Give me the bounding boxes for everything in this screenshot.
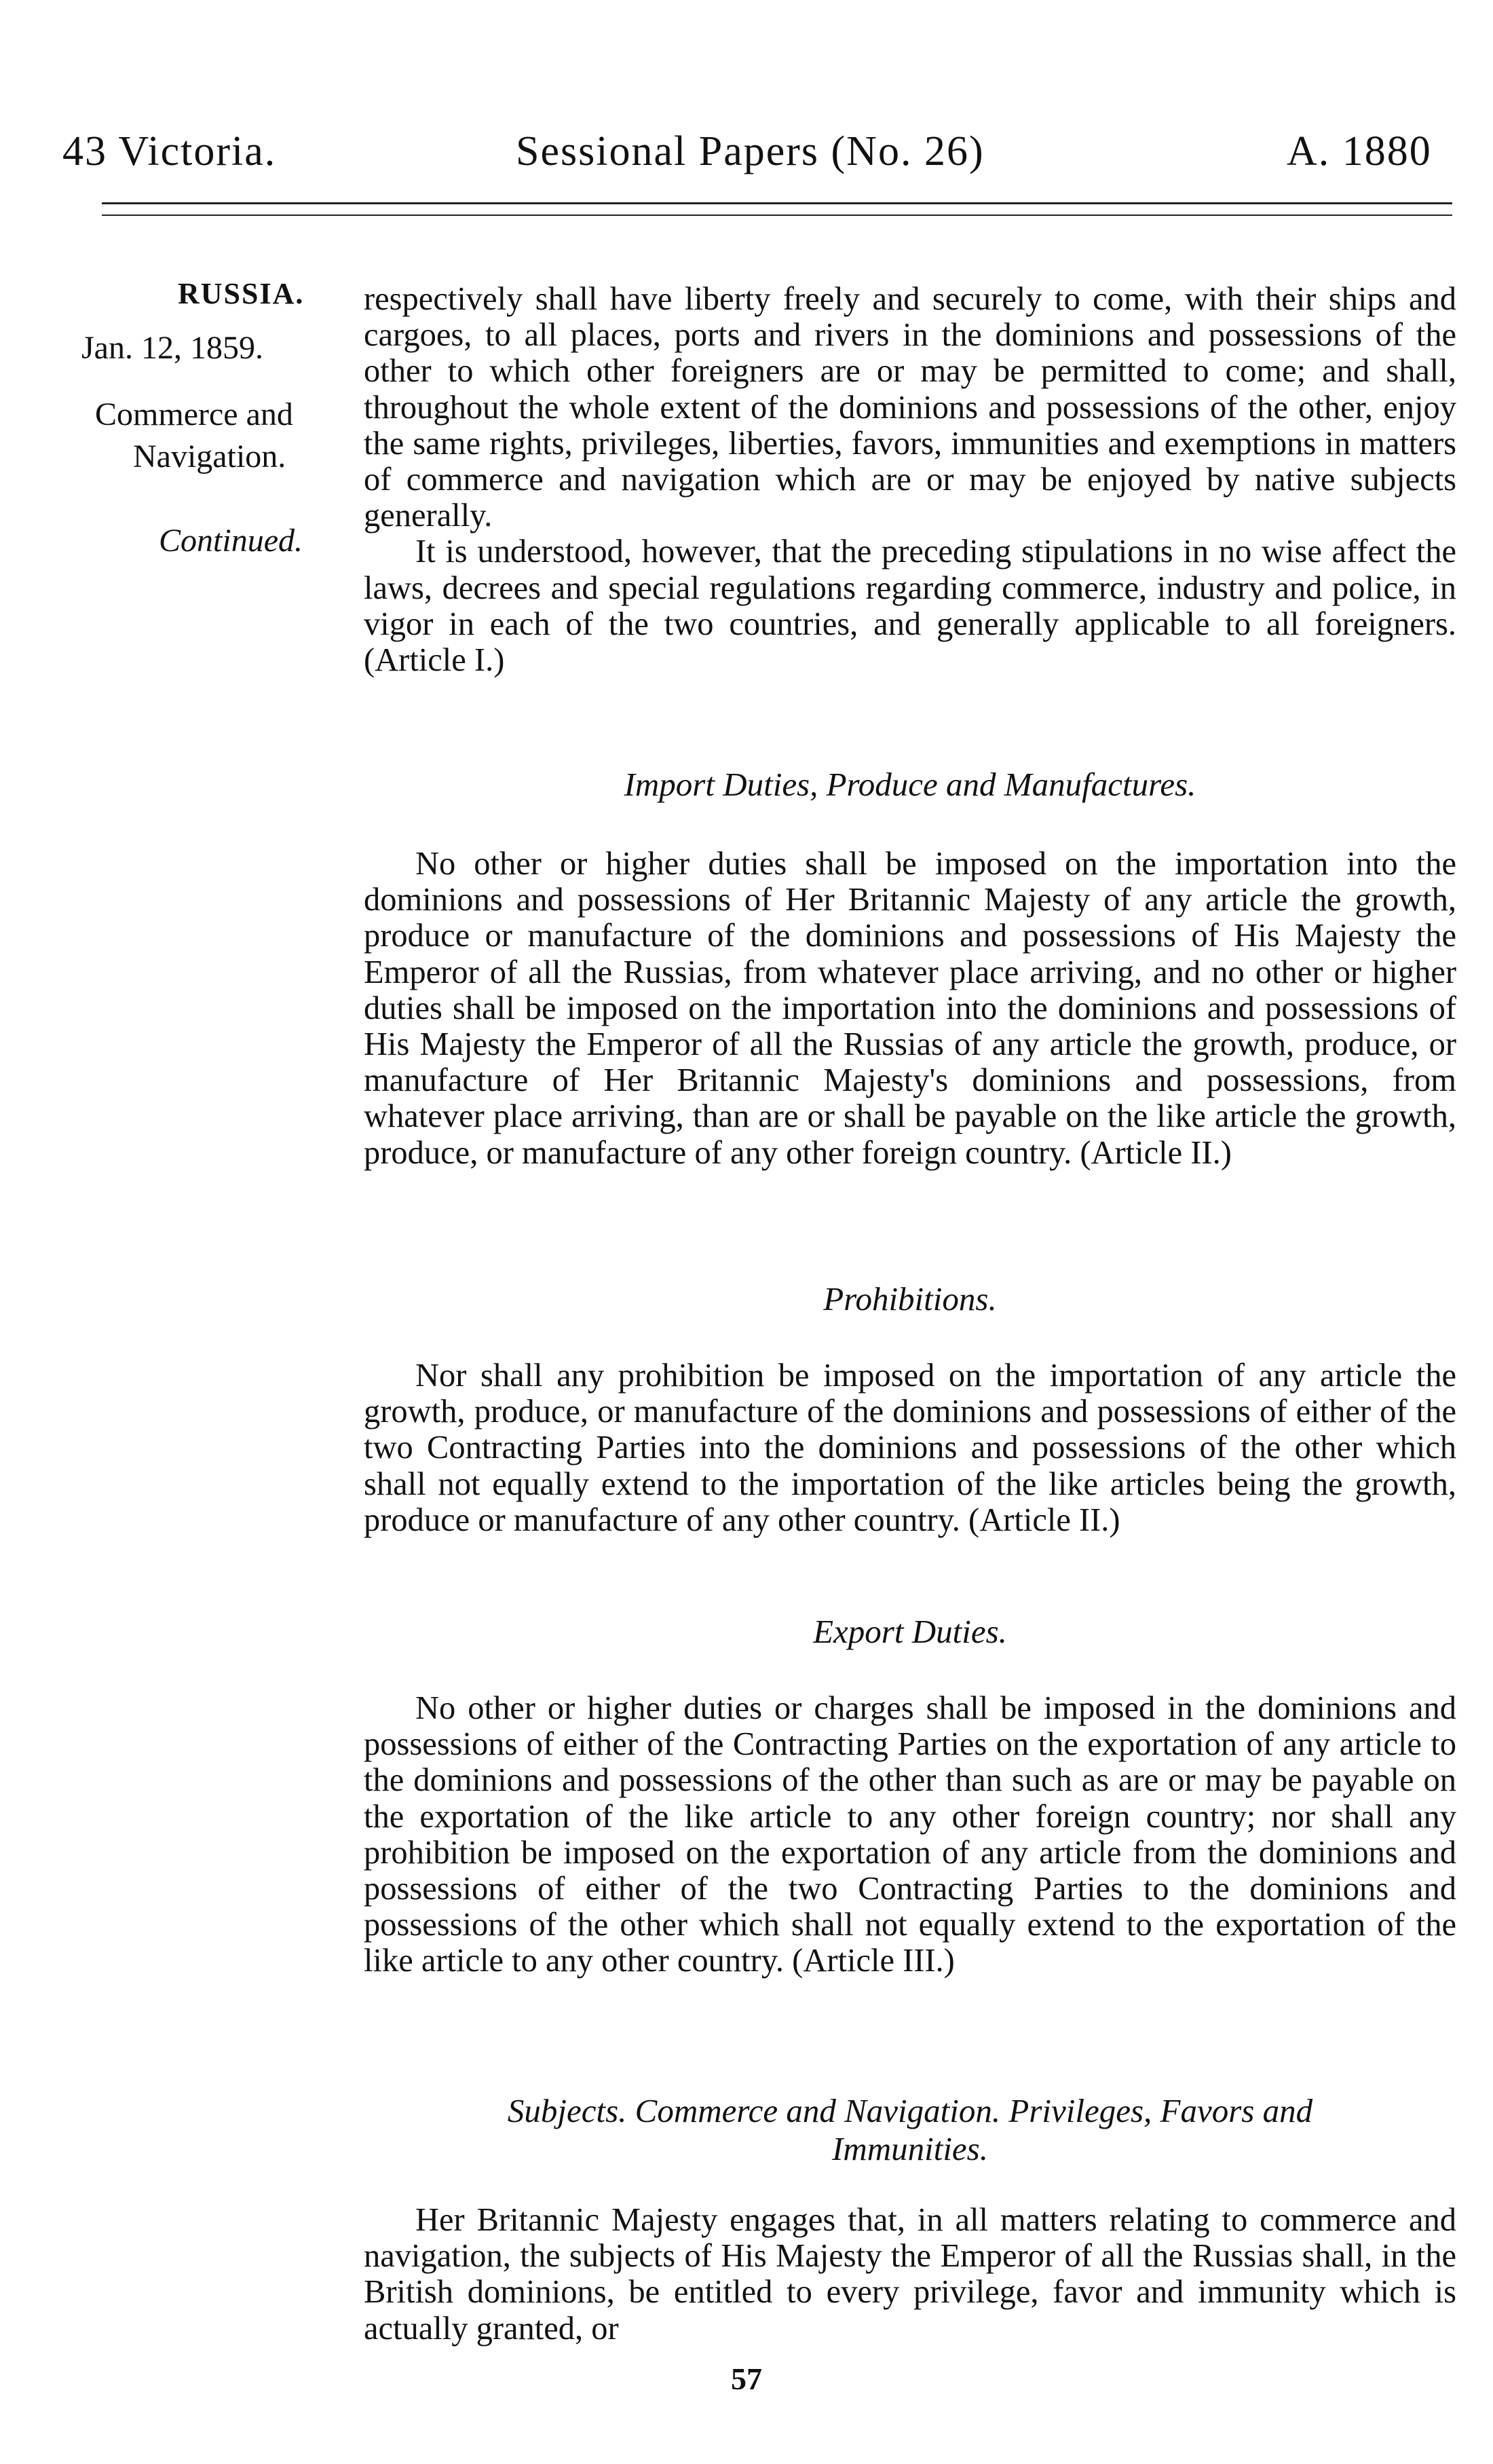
header-rule-top <box>102 202 1452 204</box>
body-block-1 <box>364 281 1456 678</box>
page-number: 57 <box>731 2362 762 2396</box>
paragraph-4: Nor shall any prohibition be imposed on the importation of any article the growth, produce, or manufacture of the dominions and possessions of either of the two Contracting Parties into the dominions and possessions of the other which shall not equally extend to the importation of the like articles being the growth, produce or manufacture of any other country. (Article II.) <box>364 1358 1456 1538</box>
margin-subject-line2: Navigation. <box>133 438 286 474</box>
section-heading-subjects <box>364 2092 1456 2168</box>
section-heading-subjects-line2: Immunities. <box>832 2130 988 2167</box>
margin-subject-line1: Commerce and <box>95 396 293 432</box>
body-block-5 <box>364 2202 1456 2347</box>
section-heading-subjects-line1: Subjects. Commerce and Navigation. Privileges, Favors and <box>507 2092 1313 2129</box>
section-heading-import-duties: Import Duties, Produce and Manufactures. <box>624 766 1196 803</box>
section-heading-export-duties: Export Duties. <box>813 1613 1007 1650</box>
header-rule-bottom <box>102 214 1452 216</box>
margin-continued: Continued. <box>159 523 303 559</box>
margin-date: Jan. 12, 1859. <box>81 330 263 366</box>
header-year: A. 1880 <box>1287 128 1432 174</box>
body-block-4 <box>364 1690 1456 1979</box>
header-title: Sessional Papers (No. 26) <box>516 128 985 174</box>
paragraph-2: It is understood, however, that the preceding stipulations in no wise affect the laws, decrees and special regulations regarding commerce, industry and police, in vigor in each of the two countries, and generally applicable to all foreigners. (Article I.) <box>364 534 1456 679</box>
section-heading-prohibitions: Prohibitions. <box>823 1280 997 1318</box>
margin-country: RUSSIA. <box>178 277 305 310</box>
header-volume: 43 Victoria. <box>62 128 277 174</box>
paragraph-5: No other or higher duties or charges shall be imposed in the dominions and possessions of either of the Contracting Parties on the exportation of any article to the dominions and possessions of the other than such as are or may be payable on the exportation of the like article to any other foreign country; nor shall any prohibition be imposed on the exportation of any article from the dominions and possessions of either of the two Contracting Parties to the dominions and possessions of the other which shall not equally extend to the exportation of the like article to any other country. (Article III.) <box>364 1690 1456 1979</box>
paragraph-1: respectively shall have liberty freely and securely to come, with their ships and cargoes, to all places, ports and rivers in the dominions and possessions of the other to which other foreigners are or may be permitted to come; and shall, throughout the whole extent of the dominions and possessions of the other, enjoy the same rights, privileges, liberties, favors, immunities and exemptions in matters of commerce and navigation which are or may be enjoyed by native subjects generally. <box>364 281 1456 534</box>
paragraph-3: No other or higher duties shall be imposed on the importation into the dominions and possessions of Her Britannic Majesty of any article the growth, produce or manufacture of the dominions and possessions of His Majesty the Emperor of all the Russias, from whatever place arriving, and no other or higher duties shall be imposed on the importation into the dominions and possessions of His Majesty the Emperor of all the Russias of any article the growth, produce, or manufacture of Her Britannic Majesty's dominions and possessions, from whatever place arriving, than are or shall be payable on the like article the growth, produce, or manufacture of any other foreign country. (Article II.) <box>364 846 1456 1171</box>
body-block-3 <box>364 1358 1456 1538</box>
body-block-2 <box>364 846 1456 1171</box>
paragraph-6: Her Britannic Majesty engages that, in all matters relating to commerce and navigation, the subjects of His Majesty the Emperor of all the Russias shall, in the British dominions, be entitled to every privilege, favor and immunity which is actually granted, or <box>364 2202 1456 2347</box>
